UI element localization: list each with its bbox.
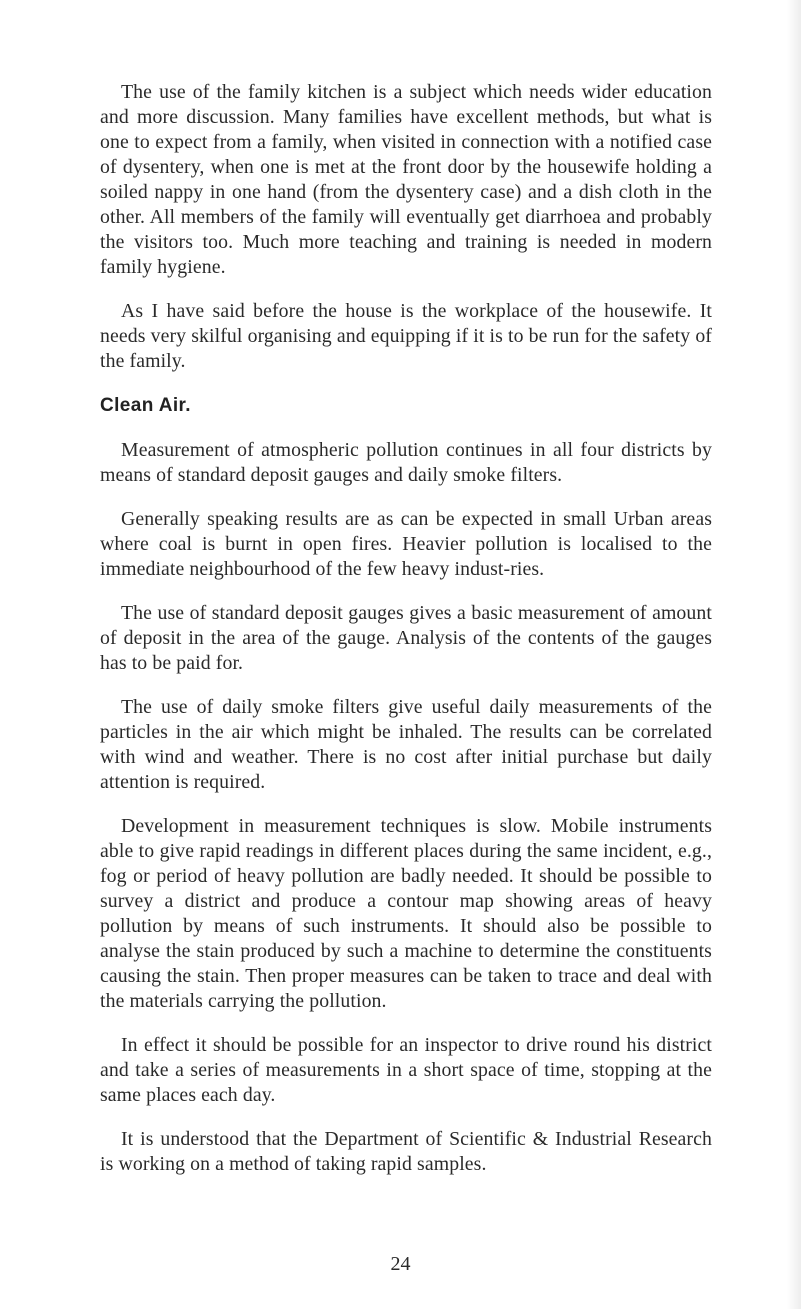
document-page — [100, 80, 712, 1196]
paragraph-smoke-filters: The use of daily smoke filters give useful daily measurements of the particles in the air which might be inhaled. The results can be correlated with wind and weather. There is no cost after initial purchase but daily attention is required. — [100, 696, 712, 793]
paragraph-development: Development in measurement techniques is slow. Mobile instruments able to give rapid readings in different places during the same incident, e.g., fog or period of heavy pollution are badly needed. It should be possible to survey a district and produce a contour map showing areas of heavy pollution by means of such instruments. It should also be possible to analyse the stain produced by such a machine to determine the constituents causing the stain. Then proper measures can be taken to trace and deal with the materials carrying the pollution. — [100, 815, 712, 1012]
paragraph-in-effect: In effect it should be possible for an inspector to drive round his district and take a series of measurements in a short space of time, stopping at the same places each day. — [100, 1034, 712, 1106]
page-edge-shadow — [787, 0, 801, 1309]
paragraph-family-kitchen: The use of the family kitchen is a subject which needs wider education and more discussion. Many families have excellent methods, but what is one to expect from a family, when visited in connection with a notified case of dysentery, when one is met at the front door by the housewife holding a soiled nappy in one hand (from the dysentery case) and a dish cloth in the other. All members of the family will eventually get diarrhoea and probably the visitors too. Much more teaching and training is needed in modern family hygiene. — [100, 81, 712, 278]
paragraph-deposit-gauges: The use of standard deposit gauges gives a basic measurement of amount of deposit in the area of the gauge. Analysis of the contents of the gauges has to be paid for. — [100, 602, 712, 674]
paragraph-measurement: Measurement of atmospheric pollution continues in all four districts by means of standard deposit gauges and daily smoke filters. — [100, 439, 712, 486]
paragraph-house-workplace: As I have said before the house is the workplace of the housewife. It needs very skilful organising and equipping if it is to be run for the safety of the family. — [100, 300, 712, 372]
paragraph-dsir: It is understood that the Department of Scientific & Industrial Research is working on a method of taking rapid samples. — [100, 1128, 712, 1175]
section-heading-clean-air: Clean Air. — [100, 395, 191, 416]
page-number: 24 — [390, 1253, 411, 1275]
paragraph-generally-speaking: Generally speaking results are as can be expected in small Urban areas where coal is burnt in open fires. Heavier pollution is localised to the immediate neighbourhood of the few heavy indust-ries. — [100, 508, 712, 580]
